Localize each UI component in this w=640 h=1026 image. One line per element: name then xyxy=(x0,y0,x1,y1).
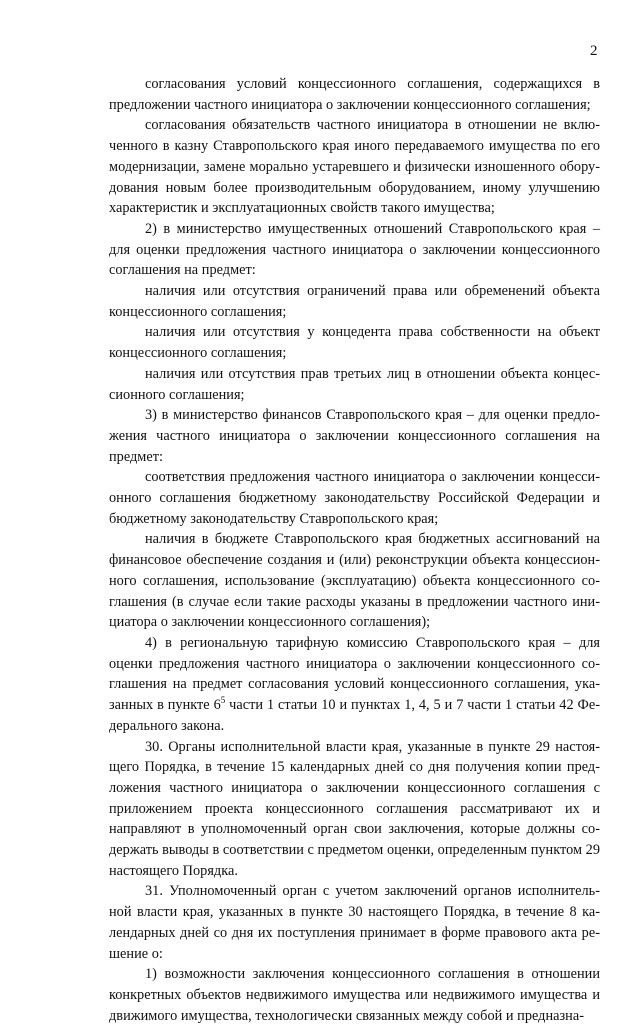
paragraph: наличия или отсутствия у концедента права собственности на объект концессионного соглашения; xyxy=(109,324,600,362)
page-number: 2 xyxy=(590,43,598,59)
paragraph: 30. Органы исполнительной власти края, указанные в пункте 29 настоя-щего Порядка, в течение 15 календарных дней со дня получения копии пред-ложения частного инициатора о заключении концессионного соглашения с приложением проекта концессионного соглашения рассматривают их и направляют в уполномоченный орган свои заключения, которые должны со-держать выводы в соответствии с предметом оценки, определенным пунктом 29 настоящего Порядка. xyxy=(109,738,600,879)
paragraph-with-superscript xyxy=(109,633,600,737)
paragraph: наличия или отсутствия ограничений права или обременений объекта концессионного соглашения; xyxy=(109,283,600,320)
paragraph-tail: части 1 статьи 10 и пунктах 1, 4, 5 и 7 части 1 статьи 42 Фе-дерального закона. xyxy=(109,697,601,734)
paragraph: 3) в министерство финансов Ставропольского края – для оценки предло-жения частного инициатора о заключении концессионного соглашения на предмет: xyxy=(109,407,600,465)
paragraph: согласования обязательств частного инициатора в отношении не вклю-ченного в казну Ставропольского края иного передаваемого имущества по его модернизации, замене морально устаревшего и физически изношенного обору-дования новым более производительным оборудованием, иному улучшению характеристик и эксплуатационных свойств такого имущества; xyxy=(109,117,600,217)
paragraph: 31. Уполномоченный орган с учетом заключений органов исполнитель-ной власти края, указанных в пункте 30 настоящего Порядка, в течение 8 ка-лендарных дней со дня их поступления принимает в форме правового акта ре-шение о: xyxy=(109,883,600,962)
document-body xyxy=(109,74,600,1026)
superscript: 5 xyxy=(220,695,226,706)
paragraph: 1) возможности заключения концессионного соглашения в отношении конкретных объектов недвижимого имущества или недвижимого имущества и движимого имущества, технологически связанных между собой и предназна- xyxy=(109,966,600,1024)
paragraph: наличия или отсутствия прав третьих лиц в отношении объекта концес-сионного соглашения; xyxy=(109,365,600,403)
paragraph: наличия в бюджете Ставропольского края бюджетных ассигнований на финансовое обеспечение создания и (или) реконструкции объекта концессион-ного соглашения, использование (эксплуатацию) объекта концессионного со-глашения (в случае если такие расходы указаны в предложении частного ини-циатора о заключении концессионного соглашения); xyxy=(109,531,600,631)
paragraph-text: 4) в региональную тарифную комиссию Ставропольского края – для оценки предложения частного инициатора о заключении концессионного со-глашения на предмет согласования условий концессионного соглашения, ука-занных в пункте 6 xyxy=(109,634,600,714)
paragraph: соответствия предложения частного инициатора о заключении концесси-онного соглашения бюджетному законодательству Российской Федерации и бюджетному законодательству Ставропольского края; xyxy=(109,469,600,527)
paragraph: согласования условий концессионного соглашения, содержащихся в предложении частного инициатора о заключении концессионного соглашения; xyxy=(109,76,600,113)
paragraph: 2) в министерство имущественных отношений Ставропольского края – для оценки предложения частного инициатора о заключении концессионного соглашения на предмет: xyxy=(109,220,600,279)
